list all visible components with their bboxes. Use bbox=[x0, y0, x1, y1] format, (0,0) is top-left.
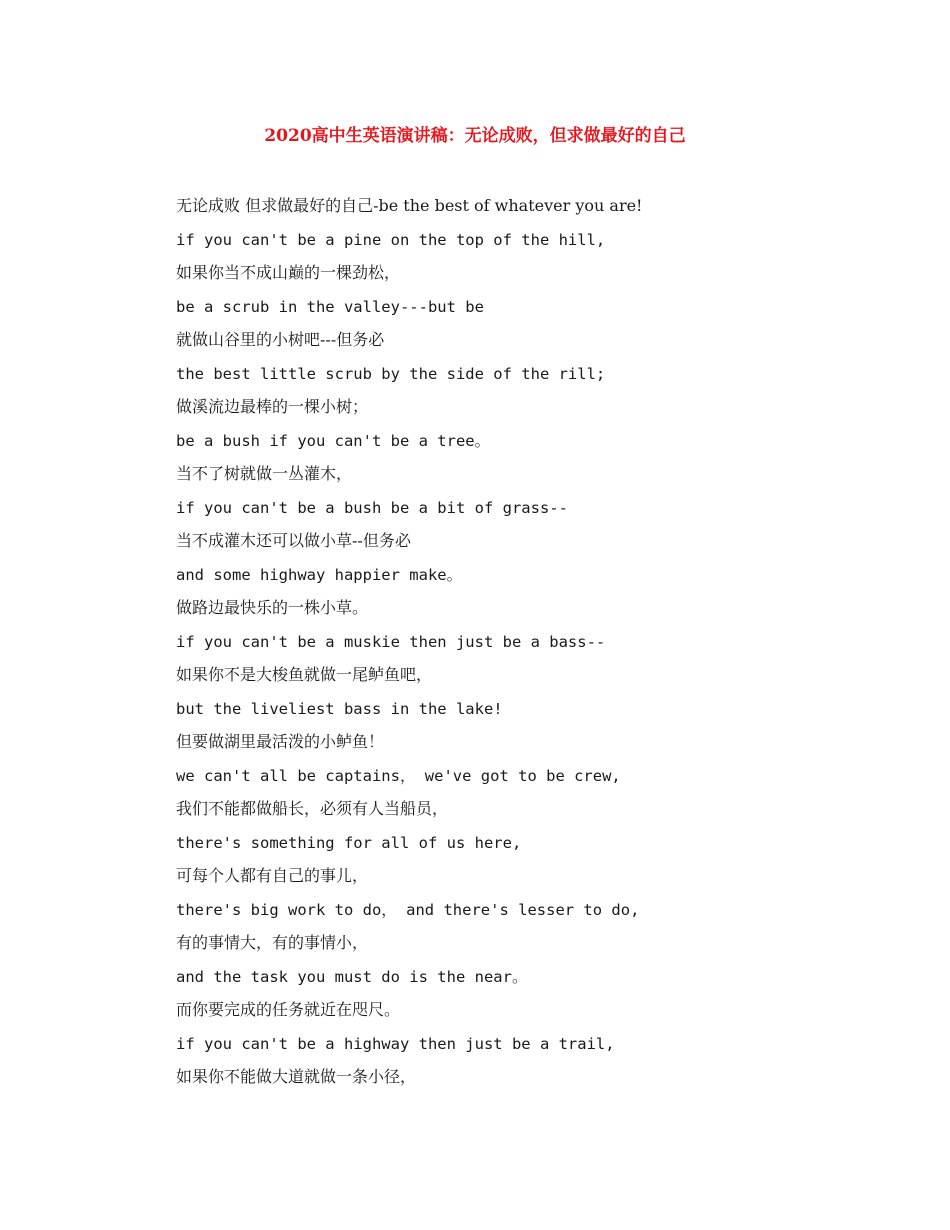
text-line: if you can't be a bush be a bit of grass-- bbox=[176, 498, 568, 517]
text-line: there's something for all of us here, bbox=[176, 833, 522, 852]
text-line: 而你要完成的任务就近在咫尺。 bbox=[176, 1000, 401, 1019]
text-line: 如果你当不成山巅的一棵劲松， bbox=[176, 263, 401, 282]
text-line: 当不成灌木还可以做小草--但务必 bbox=[176, 531, 411, 550]
text-line: and some highway happier make。 bbox=[176, 565, 463, 584]
document-title: 2020高中生英语演讲稿：无论成败，但求做最好的自己 bbox=[264, 126, 686, 146]
text-line: 做溪流边最棒的一棵小树； bbox=[176, 397, 369, 416]
text-line: 可每个人都有自己的事儿， bbox=[176, 866, 369, 885]
text-line: 我们不能都做船长，必须有人当船员， bbox=[176, 799, 449, 818]
text-line: 有的事情大，有的事情小， bbox=[176, 933, 369, 952]
text-line: 无论成败 但求做最好的自己-be the best of whatever you are! bbox=[176, 196, 643, 215]
text-line: 如果你不是大梭鱼就做一尾鲈鱼吧， bbox=[176, 665, 433, 684]
speech-text bbox=[176, 194, 876, 1099]
text-line: 如果你不能做大道就做一条小径， bbox=[176, 1067, 417, 1086]
text-line: and the task you must do is the near。 bbox=[176, 967, 528, 986]
text-line: 但要做湖里最活泼的小鲈鱼！ bbox=[176, 732, 385, 751]
text-line: if you can't be a muskie then just be a bass-- bbox=[176, 632, 606, 651]
text-line: 就做山谷里的小树吧---但务必 bbox=[176, 330, 385, 349]
text-line: 做路边最快乐的一株小草。 bbox=[176, 598, 369, 617]
text-line: 当不了树就做一丛灌木， bbox=[176, 464, 353, 483]
text-line: be a bush if you can't be a tree。 bbox=[176, 431, 491, 450]
text-line: if you can't be a highway then just be a trail, bbox=[176, 1034, 615, 1053]
text-line: we can't all be captains， we've got to be crew, bbox=[176, 766, 621, 785]
text-line: but the liveliest bass in the lake! bbox=[176, 699, 503, 718]
text-line: the best little scrub by the side of the rill; bbox=[176, 364, 606, 383]
text-line: if you can't be a pine on the top of the hill, bbox=[176, 230, 606, 249]
text-line: be a scrub in the valley---but be bbox=[176, 297, 484, 316]
text-line: there's big work to do， and there's lesser to do, bbox=[176, 900, 640, 919]
